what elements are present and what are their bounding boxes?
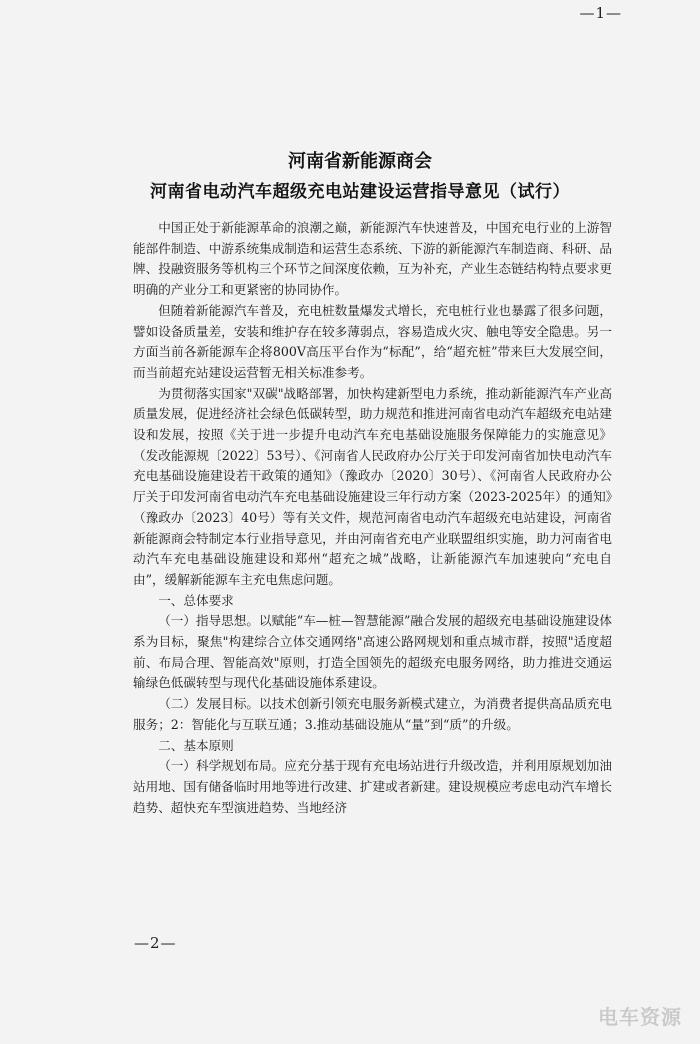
document-org-title: 河南省新能源商会: [288, 151, 432, 172]
document-body: [133, 218, 612, 818]
paragraph-problems: 但随着新能源汽车普及，充电桩数量爆发式增长，充电桩行业也暴露了很多问题，譬如设备质量差，安装和维护存在较多薄弱点，容易造成火灾、触电等安全隐患。另一方面当前各新能源车企将800V高压平台作为“标配”，给“超充桩”带来巨大发展空间，而当前超充站建设运营暂无相关标准参考。: [133, 302, 612, 380]
page-number-top: —1—: [579, 4, 622, 22]
section-heading-basic-principles: 二、基本原则: [158, 737, 234, 753]
paragraph-guiding-ideology: （一）指导思想。以赋能“车—桩—智慧能源”融合发展的超级充电基础设施建设体系为目标，聚焦"构建综合立体交通网络"高速公路网规划和重点城市群，按照"适度超前、布局合理、智能高效"原则，打造全国领先的超级充电服务网络，助力推进交通运输绿色低碳转型与现代化基础设施体系建设。: [133, 613, 612, 691]
paragraph-development-goals: （二）发展目标。以技术创新引领充电服务新模式建立，为消费者提供高品质充电服务；2：智能化与互联互通；3.推动基础设施从“量”到“质”的升级。: [133, 696, 612, 732]
section-heading-general-requirements: 一、总体要求: [158, 592, 234, 608]
document-title: 河南省电动汽车超级充电站建设运营指导意见（试行）: [150, 182, 570, 202]
paragraph-intro: 中国正处于新能源革命的浪潮之巅，新能源汽车快速普及，中国充电行业的上游智能部件制造、中游系统集成制造和运营生态系统、下游的新能源汽车制造商、科研、品牌、投融资服务等机构三个环节之间深度依赖，互为补充，产业生态链结构特点要求更明确的产业分工和更紧密的协同协作。: [133, 220, 612, 298]
page-number-bottom: —2—: [134, 934, 177, 952]
paragraph-basis: 为贯彻落实国家"双碳"战略部署，加快构建新型电力系统，推动新能源汽车产业高质量发展，促进经济社会绿色低碳转型，助力规范和推进河南省电动汽车超级充电站建设和发展，按照《关于进一步提升电动汽车充电基础设施服务保障能力的实施意见》（发改能源规〔2022〕53号）、《河南省人民政府办公厅关于印发河南省加快电动汽车充电基础设施建设若干政策的通知》（豫政办〔2020〕30号）、《河南省人民政府办公厅关于印发河南省电动汽车充电基础设施建设三年行动方案（2023-2025年）的通知》（豫政办〔2023〕40号）等有关文件，规范河南省电动汽车超级充电站建设，河南省新能源商会特制定本行业指导意见，并由河南省充电产业联盟组织实施，助力河南省电动汽车充电基础设施建设和郑州“超充之城”战略，让新能源汽车加速驶向“充电自由”，缓解新能源车主充电焦虑问题。: [133, 385, 612, 587]
paragraph-scientific-planning: （一）科学规划布局。应充分基于现有充电场站进行升级改造，并利用原规划加油站用地、国有储备临时用地等进行改建、扩建或者新建。建设规模应考虑电动汽车增长趋势、超快充车型演进趋势、当地经济: [133, 758, 612, 815]
watermark-logo: 电车资源: [598, 1005, 682, 1029]
